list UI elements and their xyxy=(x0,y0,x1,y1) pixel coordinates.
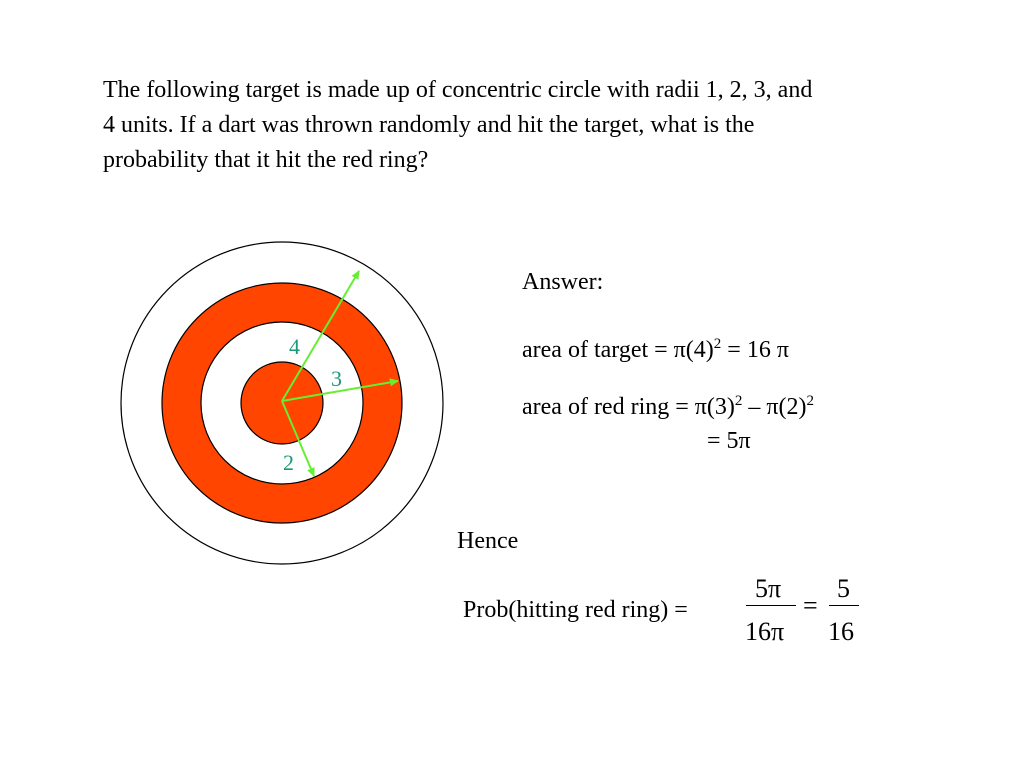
hence-label: Hence xyxy=(457,528,519,554)
problem-line-1: The following target is made up of concentric circle with radii 1, 2, 3, and xyxy=(103,77,813,103)
red-ring-area-part2: – π(2) xyxy=(742,394,807,420)
red-ring-area-line xyxy=(522,393,814,421)
target-area-exponent: 2 xyxy=(713,336,722,352)
fraction-2-bar xyxy=(829,605,859,606)
problem-line-2: 4 units. If a dart was thrown randomly and hit the target, what is the xyxy=(103,112,755,138)
equals-sign: = xyxy=(803,591,818,620)
problem-line-3: probability that it hit the red ring? xyxy=(103,147,429,173)
fraction-1-numerator: 5π xyxy=(755,574,782,603)
probability-label: Prob(hitting red ring) = xyxy=(463,597,688,623)
radius-label-3: 3 xyxy=(331,366,342,391)
red-ring-area-exponent-1: 2 xyxy=(734,393,743,409)
answer-heading: Answer: xyxy=(522,269,604,295)
fraction-1-bar xyxy=(746,605,796,606)
target-area-result: = 16 π xyxy=(721,337,789,363)
radius-label-2: 2 xyxy=(283,450,294,475)
fraction-2-numerator: 5 xyxy=(837,574,850,603)
target-area-line xyxy=(522,336,789,364)
fraction-1-denominator: 16π xyxy=(745,617,785,646)
radius-label-4: 4 xyxy=(289,334,300,359)
fraction-2-denominator: 16 xyxy=(828,617,854,646)
red-ring-area-part1: area of red ring = π(3) xyxy=(522,394,735,420)
red-ring-area-result: = 5π xyxy=(707,428,751,454)
target-area-text: area of target = π(4) xyxy=(522,337,714,363)
red-ring-area-exponent-2: 2 xyxy=(806,393,814,409)
